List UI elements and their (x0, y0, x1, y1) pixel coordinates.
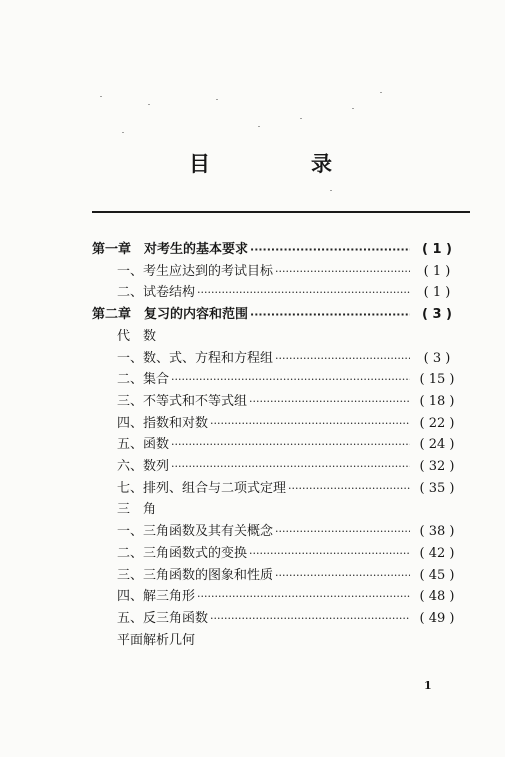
dot-leader (275, 522, 410, 542)
toc-entry-row (117, 544, 462, 564)
dot-leader (249, 544, 410, 564)
toc-entry-label: 六、数列 (117, 459, 170, 474)
dot-leader (171, 457, 410, 477)
toc-page-ref: ( 1 ) (422, 242, 452, 257)
dot-leader (288, 479, 410, 499)
dot-leader (250, 240, 410, 260)
toc-page-ref: ( 48 ) (419, 589, 455, 605)
toc-entry-label: 五、函数 (117, 437, 170, 453)
toc-section-heading (117, 631, 195, 651)
dot-leader (275, 566, 410, 586)
dot-leader (210, 609, 410, 629)
toc-entry-row (117, 435, 462, 455)
toc-entry-label: 五、反三角函数 (117, 610, 209, 626)
toc-page-ref: ( 22 ) (419, 415, 455, 431)
toc-chapter-row (92, 305, 462, 325)
toc-entry-row (117, 587, 462, 607)
toc-chapter-row (92, 240, 462, 260)
toc-page-ref: ( 1 ) (423, 263, 451, 279)
toc-page-ref: ( 1 ) (423, 285, 451, 301)
toc-page-ref: ( 38 ) (419, 524, 455, 540)
toc-entry-row (117, 609, 462, 629)
toc-entry-label: 一、三角函数及其有关概念 (117, 524, 274, 540)
toc-page-ref: ( 3 ) (423, 350, 451, 366)
dot-leader (249, 392, 410, 412)
toc-entry-row (117, 349, 462, 369)
toc-entry-row (117, 457, 462, 477)
toc-entry-label: 二、集合 (117, 372, 170, 388)
dot-leader (171, 370, 410, 390)
toc-entry-label: 三 角 (117, 502, 157, 518)
toc-section-heading (117, 500, 156, 520)
page-title: 目 录 (189, 152, 372, 176)
toc-entry-label: 平面解析几何 (117, 632, 196, 648)
toc-entry-label: 四、解三角形 (117, 589, 196, 605)
dot-leader (197, 587, 410, 607)
toc-page-ref: ( 3 ) (422, 307, 452, 323)
toc-entry-row (117, 283, 462, 303)
toc-page-ref: ( 49 ) (419, 610, 455, 626)
page-number: 1 (424, 679, 432, 692)
toc-entry-label: 一、数、式、方程和方程组 (117, 350, 274, 366)
toc-entry-label: 三、三角函数的图象和性质 (117, 567, 274, 583)
toc-entry-row (117, 392, 462, 412)
toc-page-ref: ( 24 ) (419, 437, 455, 453)
toc-page-ref: ( 32 ) (419, 459, 455, 474)
toc-entry-row (117, 566, 462, 586)
toc-entry-row (117, 479, 462, 499)
toc-entry-row (117, 370, 462, 390)
toc-entry-label: 二、试卷结构 (117, 285, 196, 301)
toc-page-ref: ( 45 ) (419, 567, 455, 583)
dot-leader (275, 349, 410, 369)
dot-leader (210, 414, 410, 434)
toc-section-heading (117, 327, 156, 347)
dot-leader (275, 262, 410, 282)
dot-leader (250, 305, 410, 325)
toc-page-ref: ( 35 ) (419, 480, 455, 496)
toc-entry-row (117, 522, 462, 542)
toc-entry-label: 四、指数和对数 (117, 415, 209, 431)
dot-leader (197, 283, 410, 303)
toc-entry-label: 三、不等式和不等式组 (117, 393, 248, 409)
toc-page-ref: ( 18 ) (419, 393, 455, 409)
toc-entry-label: 七、排列、组合与二项式定理 (117, 480, 287, 496)
toc-entry-label: 二、三角函数式的变换 (117, 545, 248, 561)
toc-entry-row (117, 414, 462, 434)
dot-leader (171, 435, 410, 455)
toc-entry-label: 第一章 对考生的基本要求 (92, 242, 249, 257)
toc-entry-label: 一、考生应达到的考试目标 (117, 263, 274, 279)
toc-page-ref: ( 42 ) (419, 545, 455, 561)
toc-entry-row (117, 262, 462, 282)
toc-entry-label: 代 数 (117, 328, 157, 344)
toc-page-ref: ( 15 ) (419, 372, 455, 388)
toc-entry-label: 第二章 复习的内容和范围 (92, 307, 249, 323)
